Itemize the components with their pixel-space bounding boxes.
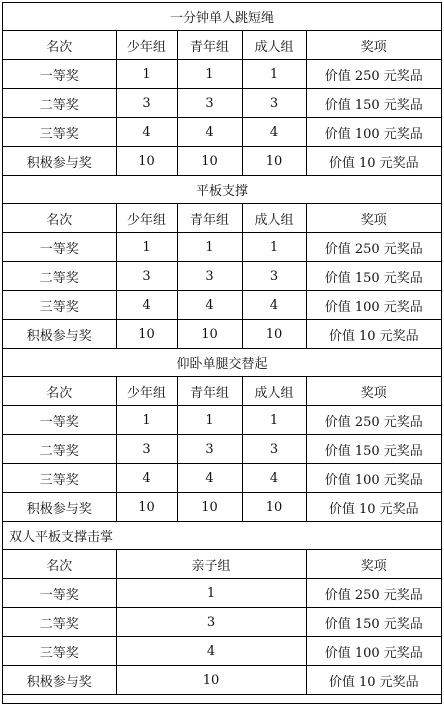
- column-header: 亲子组: [116, 550, 306, 579]
- table-cell: 价值 100 元奖品: [306, 464, 441, 493]
- table-cell: 10: [242, 147, 306, 176]
- table-cell: 1: [177, 406, 242, 435]
- table-row: [3, 435, 441, 464]
- table-cell: 1: [116, 406, 177, 435]
- column-header: 少年组: [116, 377, 177, 406]
- table-row: [3, 637, 441, 666]
- column-header: 少年组: [116, 31, 177, 60]
- table-cell: 4: [116, 118, 177, 147]
- table-cell: 三等奖: [3, 464, 116, 493]
- table-cell: 二等奖: [3, 435, 116, 464]
- table-cell: 价值 250 元奖品: [306, 233, 441, 262]
- table-row: [3, 118, 441, 147]
- table-cell: 二等奖: [3, 262, 116, 291]
- table-cell: 3: [177, 262, 242, 291]
- section-title: 仰卧单腿交替起: [3, 349, 441, 377]
- table-cell: 三等奖: [3, 637, 116, 666]
- column-header: 奖项: [306, 204, 441, 233]
- column-header: 名次: [3, 550, 116, 579]
- section-title-row: [3, 176, 441, 204]
- table-cell: 4: [116, 637, 306, 666]
- column-header: 奖项: [306, 377, 441, 406]
- section-title: 平板支撑: [3, 176, 441, 204]
- table-row: [3, 291, 441, 320]
- header-row: [3, 377, 441, 406]
- column-header: 名次: [3, 204, 116, 233]
- table-cell: 1: [177, 233, 242, 262]
- section-title: 双人平板支撑击掌: [3, 522, 441, 550]
- table-cell: 10: [177, 493, 242, 522]
- table-cell: 10: [116, 147, 177, 176]
- table-cell: 一等奖: [3, 406, 116, 435]
- column-header: 青年组: [177, 204, 242, 233]
- table-cell: 10: [116, 493, 177, 522]
- table-cell: 积极参与奖: [3, 493, 116, 522]
- table-cell: 一等奖: [3, 233, 116, 262]
- table-cell: 3: [242, 89, 306, 118]
- table-row: [3, 60, 441, 89]
- table-cell: 10: [177, 320, 242, 349]
- table-cell: 1: [242, 406, 306, 435]
- table-cell: 4: [177, 291, 242, 320]
- column-header: 青年组: [177, 377, 242, 406]
- table-row: [3, 579, 441, 608]
- table-cell: 1: [116, 579, 306, 608]
- column-header: 成人组: [242, 377, 306, 406]
- table-cell: 10: [116, 666, 306, 695]
- column-header: 名次: [3, 377, 116, 406]
- table-cell: 积极参与奖: [3, 320, 116, 349]
- table-cell: 1: [242, 233, 306, 262]
- table-cell: 价值 100 元奖品: [306, 637, 441, 666]
- table-cell: 价值 250 元奖品: [306, 579, 441, 608]
- table-cell: 价值 150 元奖品: [306, 608, 441, 637]
- table-cell: 积极参与奖: [3, 666, 116, 695]
- table-cell: 10: [177, 147, 242, 176]
- table-cell: 价值 100 元奖品: [306, 291, 441, 320]
- table-cell: 价值 10 元奖品: [306, 493, 441, 522]
- table-cell: 3: [116, 608, 306, 637]
- table-cell: 价值 150 元奖品: [306, 89, 441, 118]
- header-row: [3, 550, 441, 579]
- table-cell: 1: [242, 60, 306, 89]
- table-cell: 3: [116, 89, 177, 118]
- table-row: [3, 89, 441, 118]
- table-cell: 积极参与奖: [3, 147, 116, 176]
- table-cell: 1: [116, 233, 177, 262]
- table-row: [3, 666, 441, 695]
- table-cell: 三等奖: [3, 118, 116, 147]
- header-row: [3, 31, 441, 60]
- table-cell: 3: [177, 435, 242, 464]
- table-cell: 3: [116, 262, 177, 291]
- table-cell: 4: [242, 118, 306, 147]
- table-cell: 价值 150 元奖品: [306, 435, 441, 464]
- column-header: 成人组: [242, 204, 306, 233]
- table-row: [3, 493, 441, 522]
- table-cell: 3: [116, 435, 177, 464]
- column-header: 少年组: [116, 204, 177, 233]
- table-cell: 1: [116, 60, 177, 89]
- table-cell: 价值 10 元奖品: [306, 147, 441, 176]
- table-row: [3, 464, 441, 493]
- section-title-row: [3, 3, 441, 31]
- column-header: 奖项: [306, 31, 441, 60]
- table-cell: 价值 10 元奖品: [306, 320, 441, 349]
- table-cell: 一等奖: [3, 579, 116, 608]
- table-row: [3, 262, 441, 291]
- table-cell: 10: [242, 320, 306, 349]
- section-title: 一分钟单人跳短绳: [3, 3, 441, 31]
- table-cell: 一等奖: [3, 60, 116, 89]
- section-title-row: [3, 522, 441, 550]
- table-cell: 4: [242, 291, 306, 320]
- column-header: 青年组: [177, 31, 242, 60]
- table-cell: 3: [242, 435, 306, 464]
- table-cell: 3: [177, 89, 242, 118]
- table-cell: 4: [242, 464, 306, 493]
- table-row: [3, 608, 441, 637]
- table-row: [3, 233, 441, 262]
- table-cell: 三等奖: [3, 291, 116, 320]
- header-row: [3, 204, 441, 233]
- section-title-row: [3, 349, 441, 377]
- table-cell: 价值 250 元奖品: [306, 60, 441, 89]
- prize-table: [2, 2, 442, 704]
- column-header: 成人组: [242, 31, 306, 60]
- table-cell: 10: [116, 320, 177, 349]
- table-cell: 3: [242, 262, 306, 291]
- table-cell: 价值 250 元奖品: [306, 406, 441, 435]
- table-row: [3, 147, 441, 176]
- table-cell: 10: [242, 493, 306, 522]
- table-cell: 4: [116, 464, 177, 493]
- table-cell: 二等奖: [3, 89, 116, 118]
- table-row: [3, 406, 441, 435]
- column-header: 名次: [3, 31, 116, 60]
- table-cell: 1: [177, 60, 242, 89]
- column-header: 奖项: [306, 550, 441, 579]
- table-cell: 4: [177, 464, 242, 493]
- table-cell: 4: [116, 291, 177, 320]
- table-cell: 价值 100 元奖品: [306, 118, 441, 147]
- table-cell: 4: [177, 118, 242, 147]
- table-cell: 二等奖: [3, 608, 116, 637]
- prize-grid: [3, 3, 441, 695]
- table-row: [3, 320, 441, 349]
- table-cell: 价值 150 元奖品: [306, 262, 441, 291]
- table-cell: 价值 10 元奖品: [306, 666, 441, 695]
